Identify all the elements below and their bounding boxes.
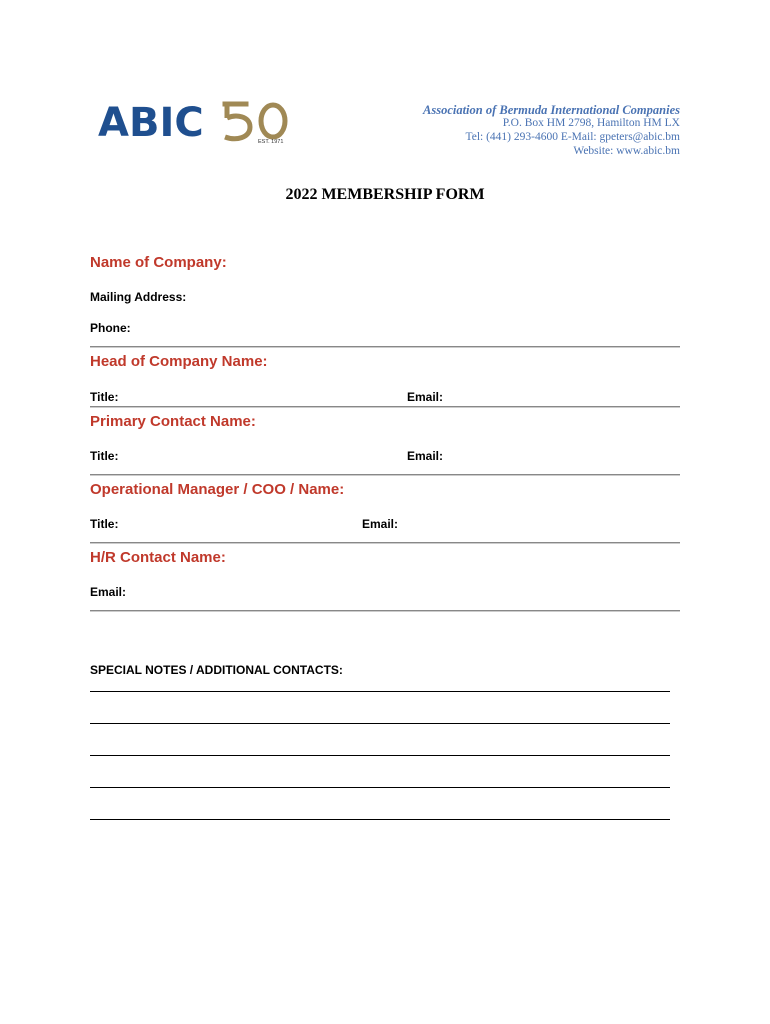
org-name: Association of Bermuda International Companies — [423, 103, 680, 117]
org-address: P.O. Box HM 2798, Hamilton HM LX — [502, 117, 680, 129]
logo-50-mark — [222, 101, 292, 145]
head-title-label: Title: — [90, 390, 119, 404]
head-email-label: Email: — [407, 390, 444, 404]
hr-contact-label: H/R Contact Name: — [90, 549, 226, 566]
section-divider — [90, 406, 680, 407]
notes-line[interactable] — [90, 755, 670, 756]
org-contact: Tel: (441) 293-4600 E-Mail: gpeters@abic.bm — [465, 131, 680, 143]
special-notes-label: SPECIAL NOTES / ADDITIONAL CONTACTS: — [90, 663, 343, 677]
ops-email-label: Email: — [362, 517, 399, 531]
hr-email-label: Email: — [90, 585, 127, 599]
section-divider — [90, 346, 680, 347]
notes-line[interactable] — [90, 723, 670, 724]
section-divider — [90, 474, 680, 475]
primary-title-label: Title: — [90, 449, 119, 463]
ops-title-label: Title: — [90, 517, 119, 531]
section-divider — [90, 542, 680, 543]
notes-line[interactable] — [90, 691, 670, 692]
form-title: 2022 MEMBERSHIP FORM — [285, 186, 485, 203]
company-name-label: Name of Company: — [90, 254, 227, 271]
notes-line[interactable] — [90, 819, 670, 820]
ops-manager-label: Operational Manager / COO / Name: — [90, 481, 345, 498]
logo-abic-text: ABIC — [98, 100, 204, 146]
primary-email-label: Email: — [407, 449, 444, 463]
section-divider — [90, 610, 680, 611]
primary-contact-label: Primary Contact Name: — [90, 413, 256, 430]
mailing-address-label: Mailing Address: — [90, 290, 187, 304]
org-website: Website: www.abic.bm — [573, 145, 680, 157]
logo-est-text: EST. 1971 — [258, 139, 284, 145]
phone-label: Phone: — [90, 321, 131, 335]
head-of-company-label: Head of Company Name: — [90, 353, 268, 370]
notes-line[interactable] — [90, 787, 670, 788]
